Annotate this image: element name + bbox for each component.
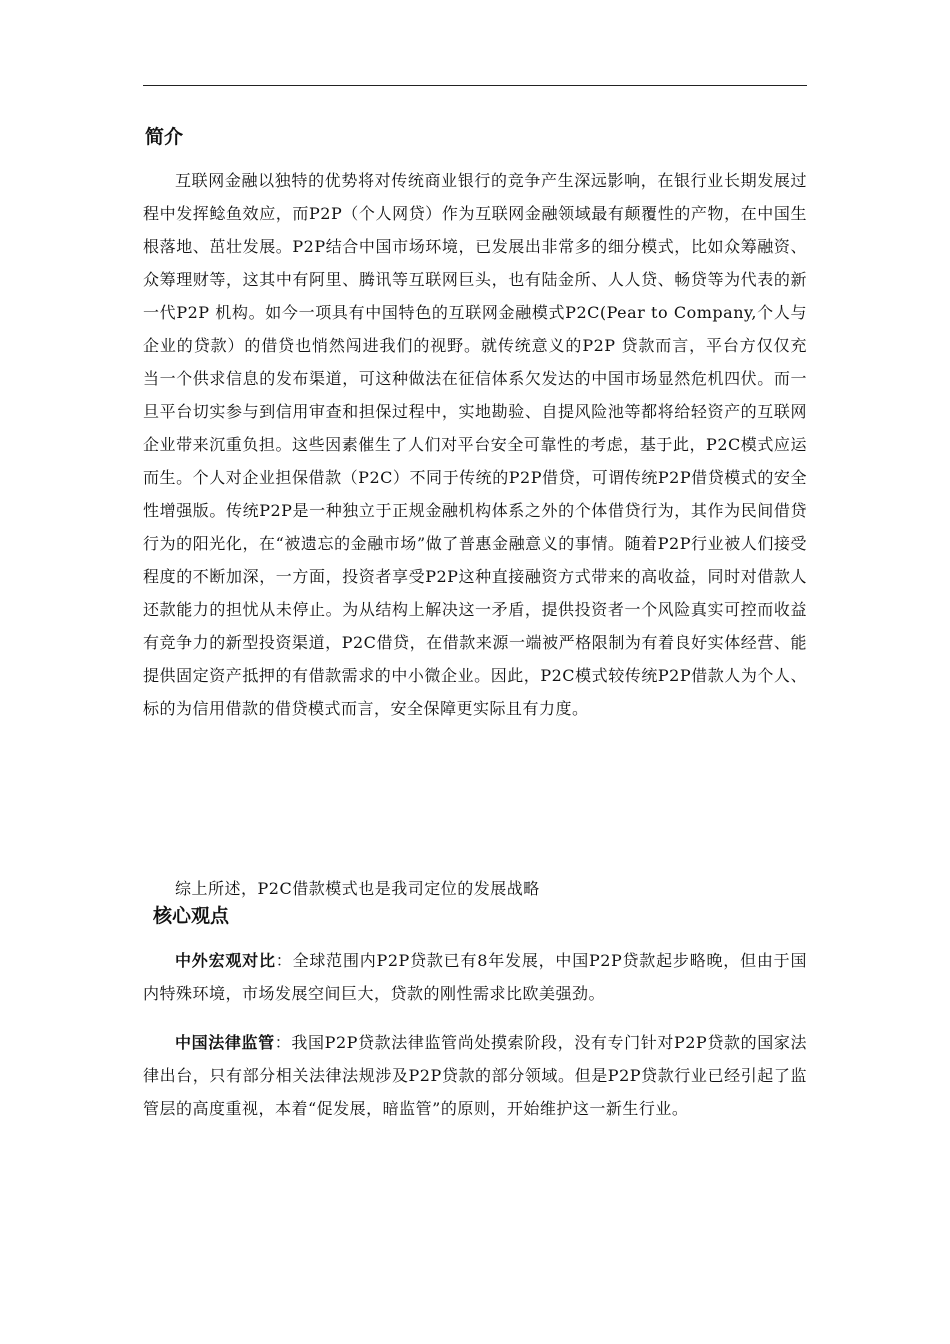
point-text: 我国P2P贷款法律监管尚处摸索阶段，没有专门针对P2P贷款的国家法律出台，只有部分相关法律法规涉及P2P贷款的部分领域。但是P2P贷款行业已经引起了监管层的高度重视，本着“促发展，暗监管”的原则，开始维护这一新生行业。 xyxy=(143,1033,807,1118)
intro-paragraph: 互联网金融以独特的优势将对传统商业银行的竞争产生深远影响，在银行业长期发展过程中发挥鲶鱼效应，而P2P（个人网贷）作为互联网金融领域最有颠覆性的产物，在中国生根落地、茁壮发展。P2P结合中国市场环境，已发展出非常多的细分模式，比如众筹融资、众筹理财等，这其中有阿里、腾讯等互联网巨头，也有陆金所、人人贷、畅贷等为代表的新一代P2P 机构。如今一项具有中国特色的互联网金融模式P2C(Pear to Company,个人与企业的贷款）的借贷也悄然闯进我们的视野。就传统意义的P2P 贷款而言，平台方仅仅充当一个供求信息的发布渠道，可这种做法在征信体系欠发达的中国市场显然危机四伏。而一旦平台切实参与到信用审查和担保过程中，实地勘验、自提风险池等都将给轻资产的互联网企业带来沉重负担。这些因素催生了人们对平台安全可靠性的考虑，基于此，P2C模式应运而生。个人对企业担保借款（P2C）不同于传统的P2P借贷，可谓传统P2P借贷模式的安全性增强版。传统P2P是一种独立于正规金融机构体系之外的个体借贷行为，其作为民间借贷行为的阳光化，在“被遗忘的金融市场”做了普惠金融意义的事情。随着P2P行业被人们接受程度的不断加深，一方面，投资者享受P2P这种直接融资方式带来的高收益，同时对借款人还款能力的担忧从未停止。为从结构上解决这一矛盾，提供投资者一个风险真实可控而收益有竞争力的新型投资渠道，P2C借贷，在借款来源一端被严格限制为有着良好实体经营、能提供固定资产抵押的有借款需求的中小微企业。因此，P2C模式较传统P2P借款人为个人、标的为信用借款的借贷模式而言，安全保障更实际且有力度。 xyxy=(143,171,807,718)
section-title-core: 核心观点 xyxy=(153,905,230,927)
point-lead: 中国法律监管 xyxy=(175,1033,275,1052)
point-text: 全球范围内P2P贷款已有8年发展，中国P2P贷款起步略晚，但由于国内特殊环境，市场发展空间巨大，贷款的刚性需求比欧美强劲。 xyxy=(143,951,807,1003)
section-title-intro: 简介 xyxy=(145,126,184,148)
point-separator: ： xyxy=(274,1033,292,1052)
point-legal-regulation xyxy=(143,1026,807,1125)
point-lead: 中外宏观对比 xyxy=(175,951,276,970)
point-separator: ： xyxy=(275,951,293,970)
point-macro-comparison xyxy=(143,944,807,1010)
summary-paragraph: 综上所述，P2C借款模式也是我司定位的发展战略 xyxy=(175,879,540,898)
header-rule xyxy=(143,85,807,86)
